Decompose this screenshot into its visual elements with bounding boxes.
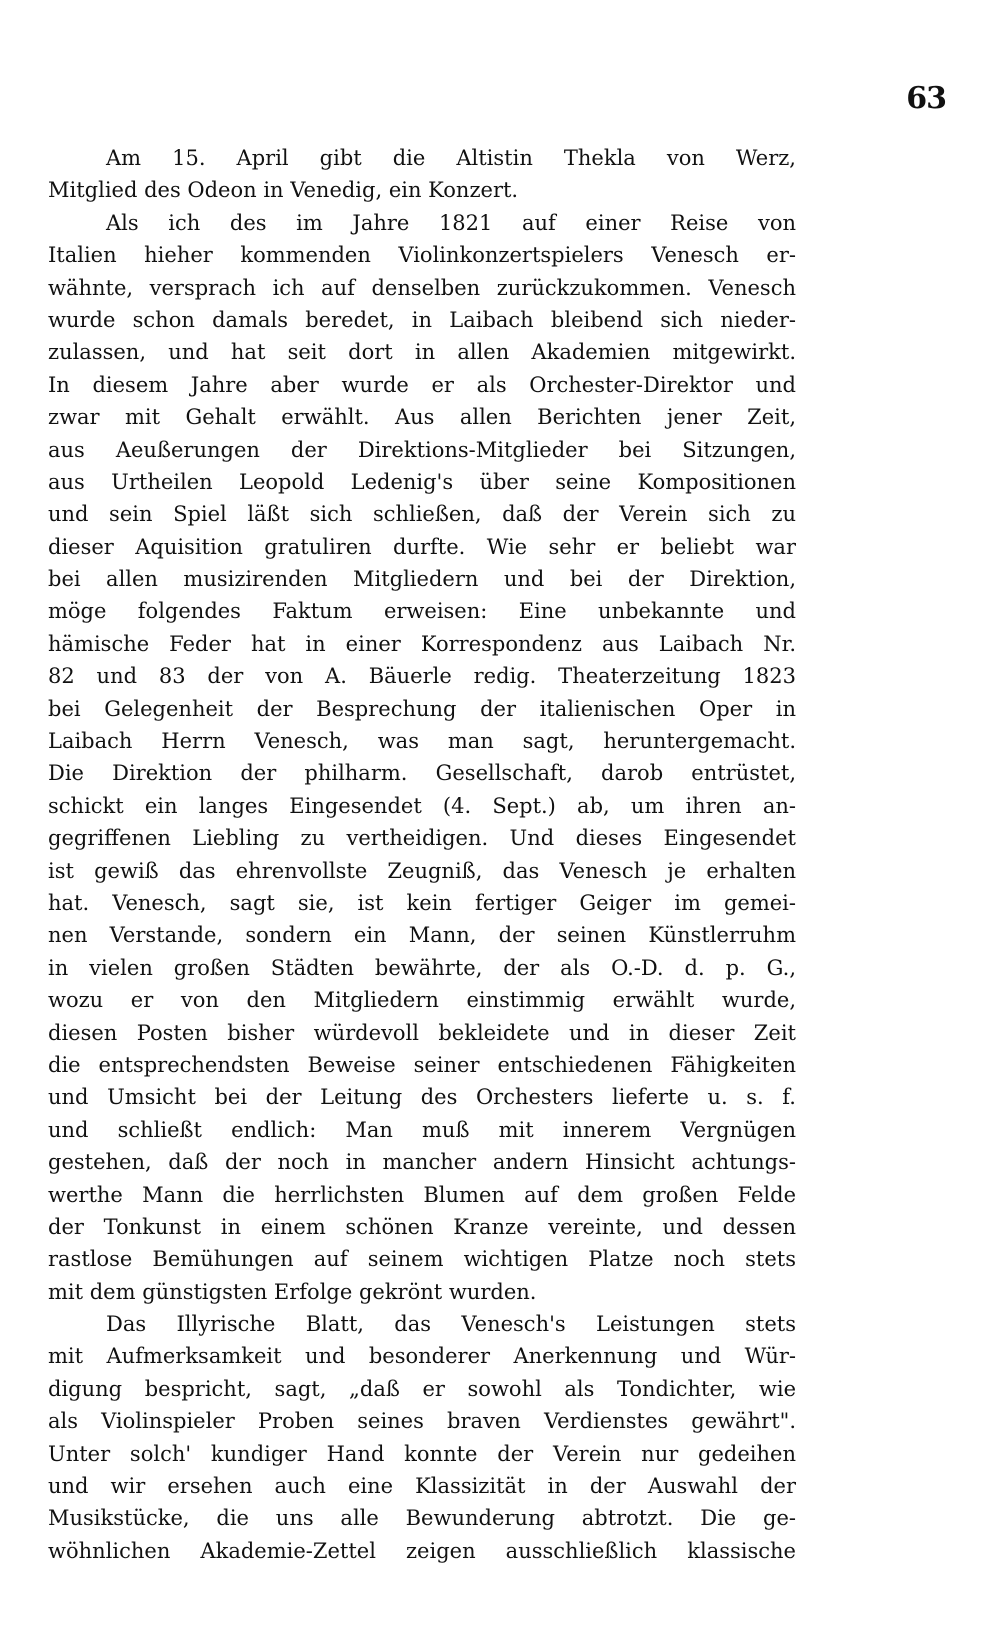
- text-line: Die Direktion der philharm. Gesellschaft, darob entrüstet,: [48, 761, 796, 786]
- text-line: Laibach Herrn Venesch, was man sagt, heruntergemacht.: [48, 729, 796, 754]
- text-line: aus Urtheilen Leopold Ledenig's über seine Kompositionen: [48, 469, 796, 494]
- text-line: zulassen, und hat seit dort in allen Akademien mitgewirkt.: [48, 340, 796, 365]
- text-line: aus Aeußerungen der Direktions-Mitglieder bei Sitzungen,: [48, 437, 796, 462]
- text-line: möge folgendes Faktum erweisen: Eine unbekannte und: [48, 599, 796, 624]
- text-line: hämische Feder hat in einer Korrespondenz aus Laibach Nr.: [48, 631, 796, 656]
- text-line: wurde schon damals beredet, in Laibach bleibend sich nieder-: [48, 307, 796, 332]
- text-line: in vielen großen Städten bewährte, der als O.-D. d. p. G.,: [48, 955, 796, 980]
- text-line: als Violinspieler Proben seines braven Verdienstes gewährt".: [48, 1409, 796, 1434]
- text-line: 82 und 83 der von A. Bäuerle redig. Theaterzeitung 1823: [48, 664, 796, 689]
- body-text: [48, 142, 796, 1567]
- text-line: dieser Aquisition gratuliren durfte. Wie sehr er beliebt war: [48, 534, 796, 559]
- text-line: rastlose Bemühungen auf seinem wichtigen Platze noch stets: [48, 1247, 796, 1272]
- text-line: nen Verstande, sondern ein Mann, der seinen Künstlerruhm: [48, 923, 796, 948]
- text-line: der Tonkunst in einem schönen Kranze vereinte, und dessen: [48, 1214, 796, 1239]
- text-line: und wir ersehen auch eine Klassizität in der Auswahl der: [48, 1474, 796, 1499]
- text-line: ist gewiß das ehrenvollste Zeugniß, das Venesch je erhalten: [48, 858, 796, 883]
- text-line: mit dem günstigsten Erfolge gekrönt wurden.: [48, 1279, 537, 1304]
- text-line: mit Aufmerksamkeit und besonderer Anerkennung und Wür-: [48, 1344, 796, 1369]
- text-line: Mitglied des Odeon in Venedig, ein Konzert.: [48, 178, 519, 203]
- text-line: digung bespricht, sagt, „daß er sowohl als Tondichter, wie: [48, 1376, 796, 1401]
- text-line: Musikstücke, die uns alle Bewunderung abtrotzt. Die ge-: [48, 1506, 796, 1531]
- text-line: schickt ein langes Eingesendet (4. Sept.) ab, um ihren an-: [48, 793, 796, 818]
- text-line: zwar mit Gehalt erwählt. Aus allen Berichten jener Zeit,: [48, 405, 796, 430]
- text-line: Das Illyrische Blatt, das Venesch's Leistungen stets: [106, 1312, 796, 1337]
- text-line: diesen Posten bisher würdevoll bekleidete und in dieser Zeit: [48, 1020, 796, 1045]
- text-line: und schließt endlich: Man muß mit innerem Vergnügen: [48, 1117, 796, 1142]
- text-line: Als ich des im Jahre 1821 auf einer Reise von: [106, 210, 796, 235]
- text-line: bei Gelegenheit der Besprechung der italienischen Oper in: [48, 696, 796, 721]
- text-line: Am 15. April gibt die Altistin Thekla von Werz,: [106, 146, 796, 170]
- page-number: 63: [906, 81, 946, 116]
- text-line: Italien hieher kommenden Violinkonzertspielers Venesch er-: [48, 243, 796, 268]
- text-line: wozu er von den Mitgliedern einstimmig erwählt wurde,: [48, 988, 796, 1013]
- text-line: und Umsicht bei der Leitung des Orchesters lieferte u. s. f.: [48, 1085, 796, 1110]
- text-line: In diesem Jahre aber wurde er als Orchester-Direktor und: [48, 372, 796, 397]
- text-line: Unter solch' kundiger Hand konnte der Verein nur gedeihen: [48, 1441, 796, 1466]
- text-line: und sein Spiel läßt sich schließen, daß der Verein sich zu: [48, 502, 796, 527]
- text-line: wöhnlichen Akademie-Zettel zeigen ausschließlich klassische: [48, 1538, 796, 1563]
- text-line: die entsprechendsten Beweise seiner entschiedenen Fähigkeiten: [48, 1052, 796, 1077]
- text-line: gestehen, daß der noch in mancher andern Hinsicht achtungs-: [48, 1150, 796, 1175]
- text-line: gegriffenen Liebling zu vertheidigen. Und dieses Eingesendet: [48, 826, 796, 851]
- text-line: wähnte, versprach ich auf denselben zurückzukommen. Venesch: [48, 275, 796, 300]
- text-line: werthe Mann die herrlichsten Blumen auf dem großen Felde: [48, 1182, 796, 1207]
- text-line: bei allen musizirenden Mitgliedern und bei der Direktion,: [48, 567, 796, 592]
- text-line: hat. Venesch, sagt sie, ist kein fertiger Geiger im gemei-: [48, 890, 796, 915]
